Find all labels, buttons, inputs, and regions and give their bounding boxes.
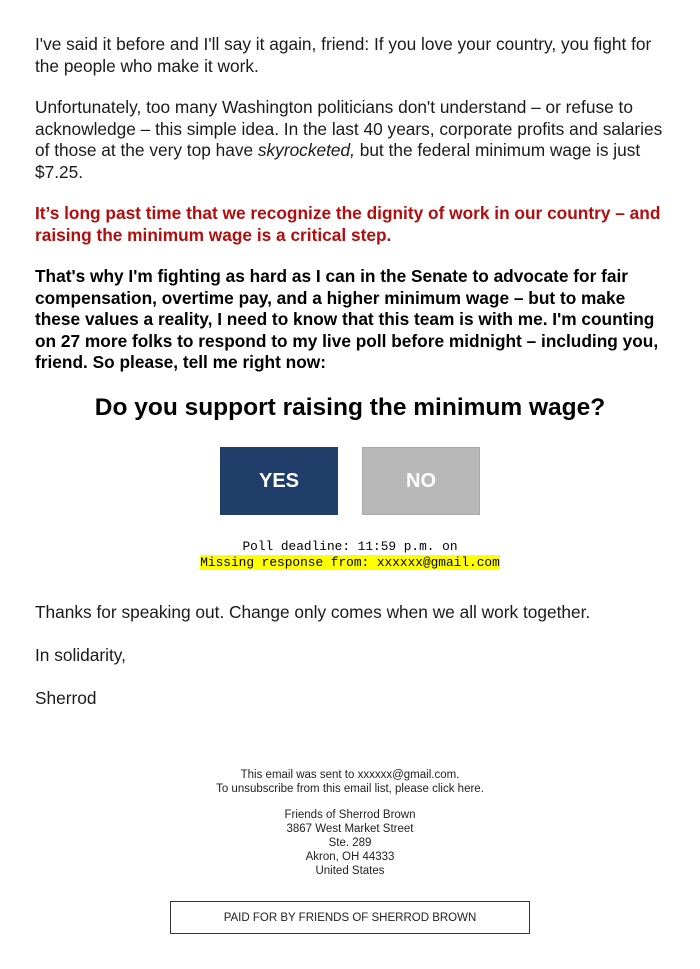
street-address: 3867 West Market Street	[286, 823, 414, 835]
closing	[35, 602, 667, 731]
poll-question: Do you support raising the minimum wage?	[94, 394, 606, 421]
poll-deadline	[0, 539, 700, 571]
sent-email: xxxxxx@gmail.com.	[357, 769, 460, 781]
yes-button[interactable]: YES	[220, 447, 338, 515]
red-callout: It’s long past time that we recognize the dignity of work in our country – and raising the minimum wage is a critical step.	[35, 203, 661, 245]
org-name: Friends of Sherrod Brown	[284, 809, 416, 821]
deadline-text: Poll deadline: 11:59 p.m. on	[242, 539, 458, 554]
no-button[interactable]: NO	[362, 447, 480, 515]
footer	[0, 768, 700, 878]
email-body	[35, 34, 667, 394]
unsubscribe-link[interactable]: click here	[432, 783, 481, 795]
unsubscribe-prefix: To unsubscribe from this email list, please	[216, 783, 433, 795]
suite: Ste. 289	[328, 837, 372, 849]
unsubscribe-suffix: .	[480, 783, 484, 795]
paid-for-disclaimer: PAID FOR BY FRIENDS OF SHERROD BROWN	[170, 901, 530, 934]
signoff-text: In solidarity,	[35, 645, 126, 665]
signature-text: Sherrod	[35, 688, 97, 708]
unsubscribe-line	[0, 782, 700, 796]
address	[0, 808, 700, 878]
wage-text-start: Unfortunately, too many Washington politicians don't understand – or refuse to acknowledge – this simple idea. In the last 40 years, corporate profits and salaries of those at the very top have	[35, 97, 663, 160]
wage-paragraph	[35, 97, 667, 183]
country: United States	[315, 865, 385, 877]
sent-line	[0, 768, 700, 782]
city-state-zip: Akron, OH 44333	[305, 851, 395, 863]
wage-text-emphasis: skyrocketed,	[257, 140, 355, 160]
thanks-text: Thanks for speaking out. Change only comes when we all work together.	[35, 602, 591, 622]
wage-text-end: but the federal minimum wage is just $7.25.	[35, 140, 641, 182]
missing-response-text: Missing response from: xxxxxx@gmail.com	[200, 555, 500, 570]
bold-appeal: That's why I'm fighting as hard as I can in the Senate to advocate for fair compensation, overtime pay, and a higher minimum wage – but to make these values a reality, I need to know that this team is with me. I'm counting on 27 more folks to respond to my live poll before midnight – including you, friend. So please, tell me right now:	[35, 266, 659, 372]
sent-prefix: This email was sent to	[240, 769, 358, 781]
intro-paragraph: I've said it before and I'll say it again, friend: If you love your country, you fight for the people who make it work.	[35, 34, 652, 76]
